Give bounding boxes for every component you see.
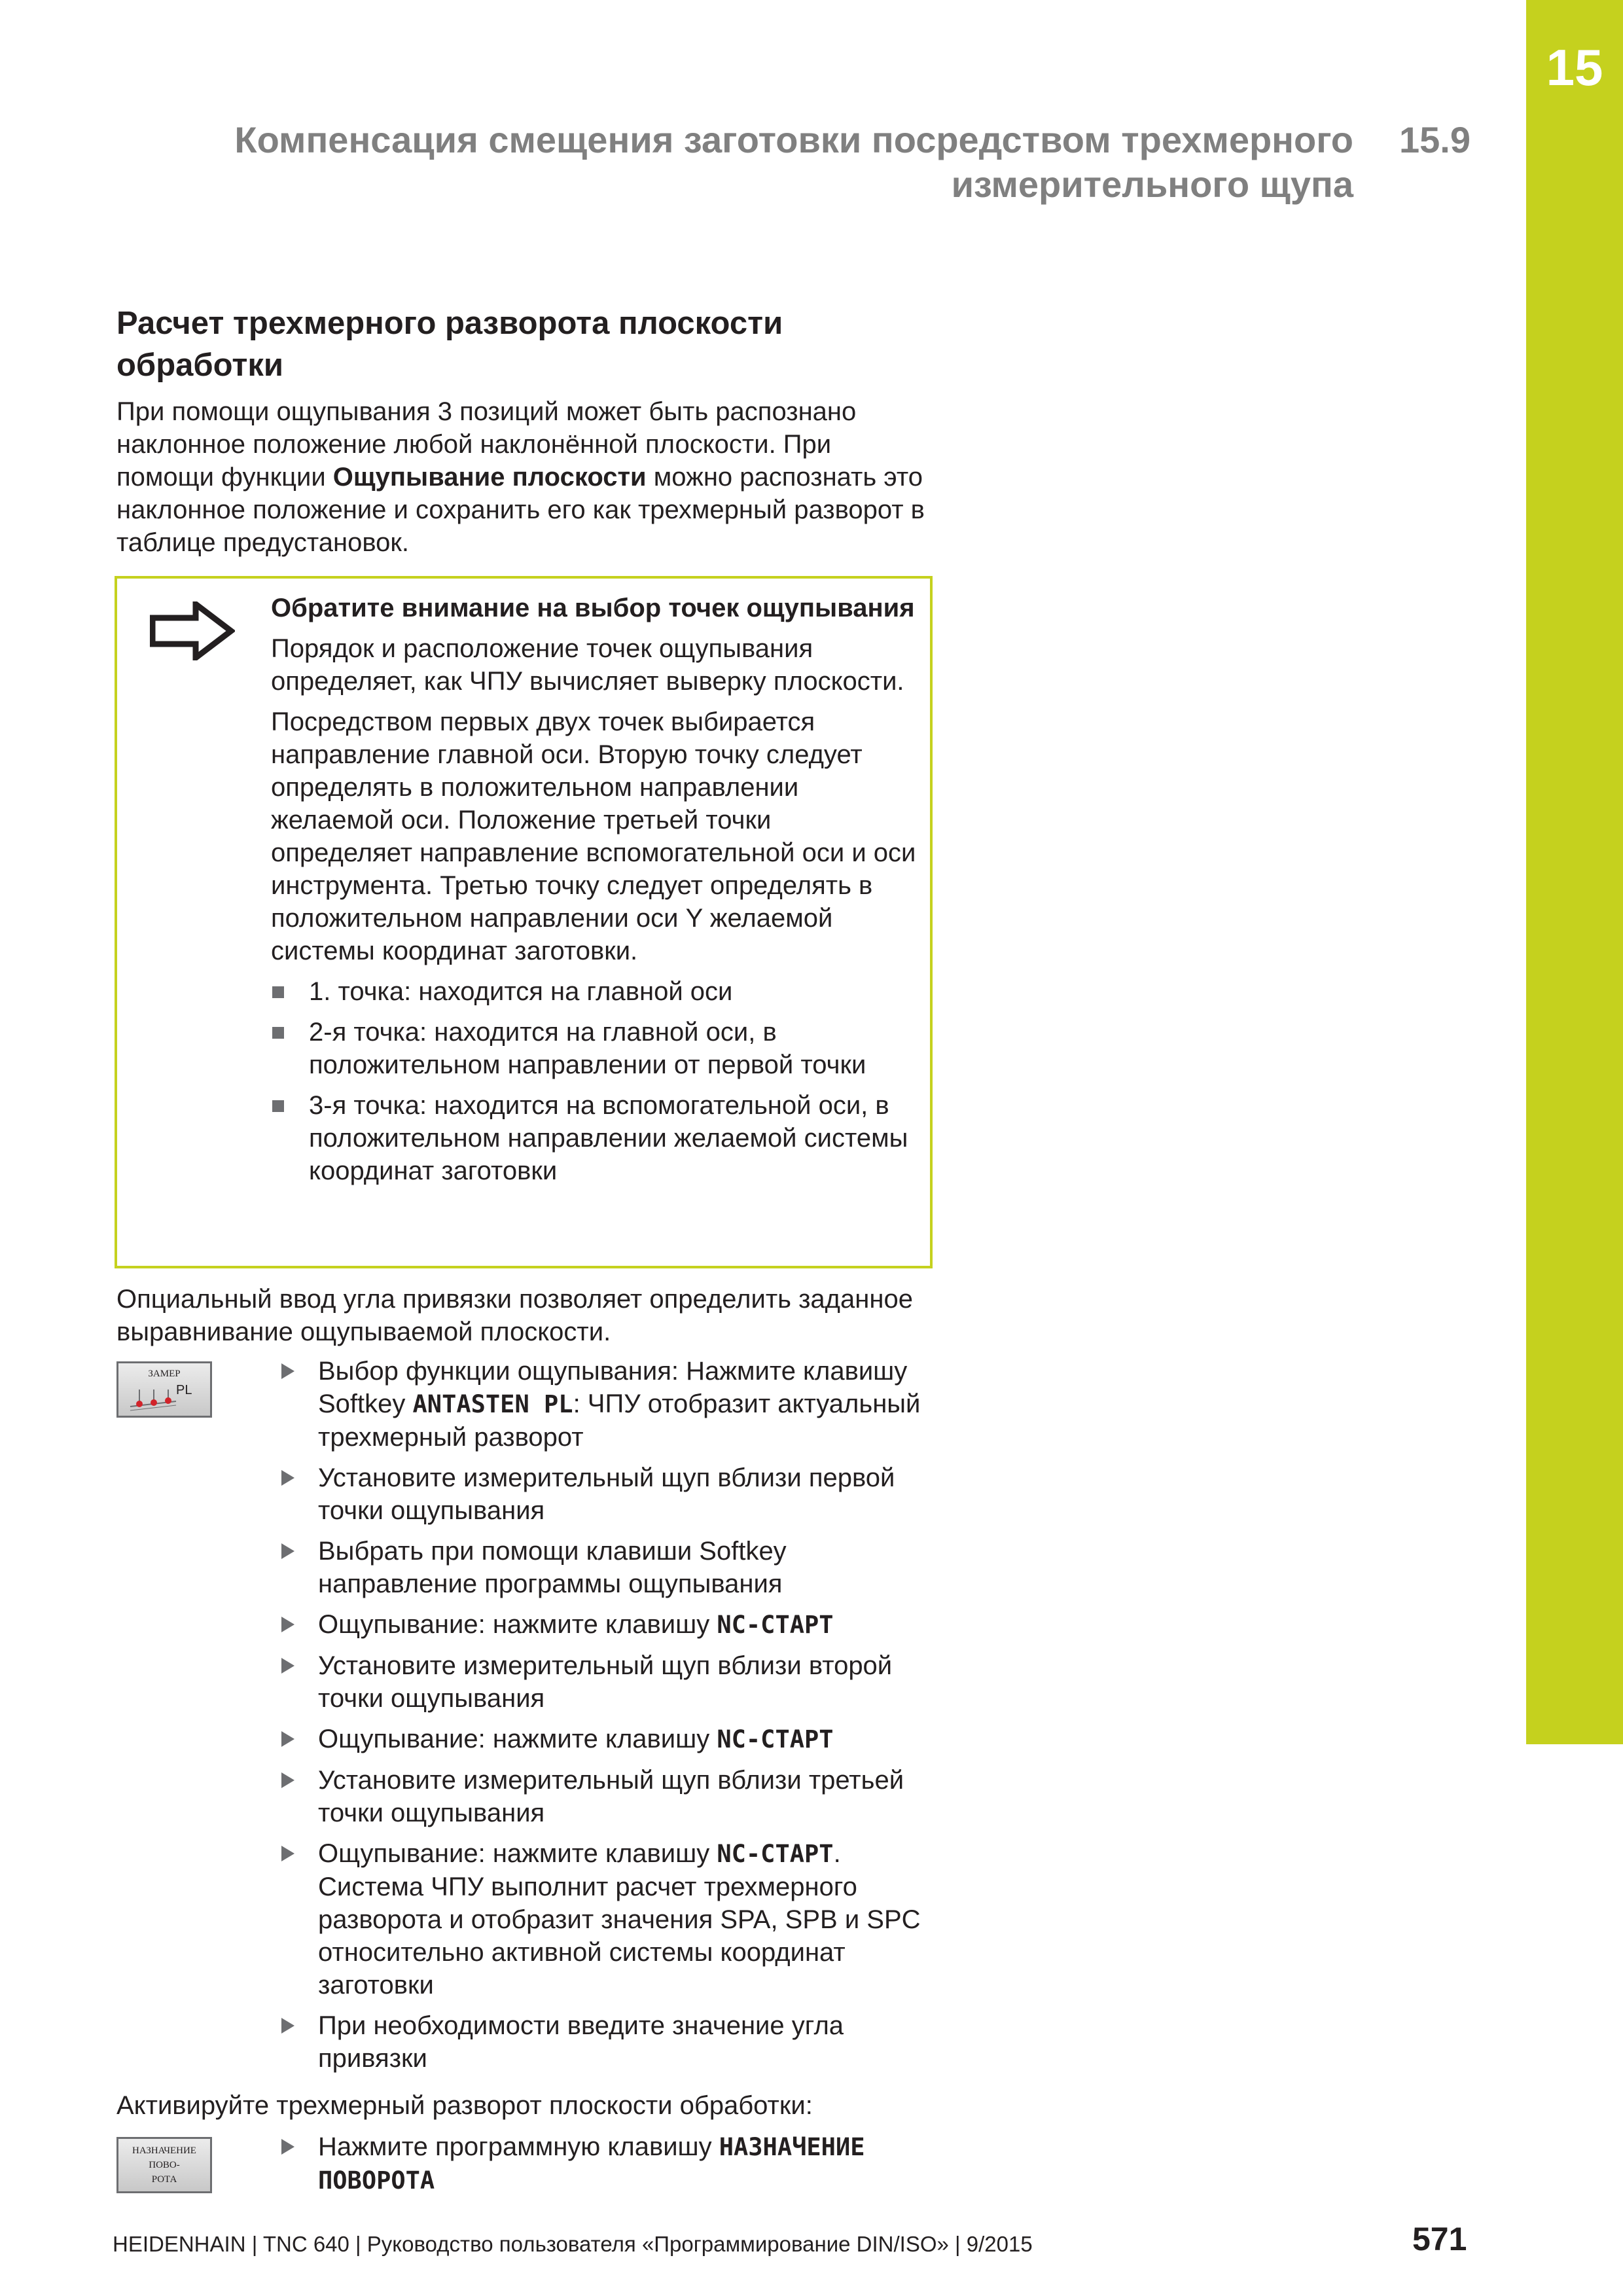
key-name: NC-СТАРТ [717,1840,834,1868]
step-text: Выбор функции ощупывания: Нажмите клавишу Softkey [318,1357,908,1418]
note-title: Обратите внимание на выбор точек ощупывания [271,594,915,622]
triangle-bullet-icon [281,1846,294,1861]
softkey-label-line1: НАЗНАЧЕНИЕ [132,2145,196,2156]
note-body [271,592,919,1195]
softkey-assign-rotation[interactable] [116,2137,212,2193]
intro-function-name: Ощупывание плоскости [332,463,647,492]
triangle-bullet-icon [281,2139,294,2155]
note-paragraph-1: Порядок и расположение точек ощупывания определяет, как ЧПУ вычисляет выверку плоскости. [271,634,904,696]
list-item-text: 1. точка: находится на главной оси [309,977,733,1006]
list-item [271,1089,919,1187]
optional-angle-paragraph: Опциальный ввод угла привязки позволяет определить заданное выравнивание ощупываемой плоскости. [116,1285,913,1346]
step-text-end: : ЧПУ отобразит актуальный трехмерный разворот [318,1390,921,1452]
arrow-right-outline-icon [150,601,235,660]
softkey-name: НАЗНАЧЕНИЕ ПОВОРОТА [318,2133,865,2195]
step-item [280,2130,935,2197]
note-box [115,576,933,1268]
activation-steps [280,2130,935,2205]
step-item [280,1462,935,1527]
step-text: При необходимости введите значение угла привязки [318,2011,844,2073]
triangle-bullet-icon [281,1617,294,1632]
running-header-title [234,118,1353,207]
chapter-tab [1526,0,1623,1744]
softkey-label-line3: РОТА [151,2174,177,2185]
list-item-text: 3-я точка: находится на вспомогательной оси, в положительном направлении желаемой системы координат заготовки [309,1091,908,1185]
step-text: Установите измерительный щуп вблизи первой точки ощупывания [318,1463,895,1525]
step-text-end: . Система ЧПУ выполнит расчет трехмерного разворота и отобразит значения SPA, SPB и SPC относительно активной системы координат заготовки [318,1839,921,2000]
list-item [271,1016,919,1081]
square-bullet-icon [272,986,284,998]
heading-line1: Расчет трехмерного разворота плоскости [116,306,783,341]
page-footer: HEIDENHAIN | TNC 640 | Руководство пользователя «Программирование DIN/ISO» | 9/2015 [113,2232,1033,2256]
softkey-label: ЗАМЕР [148,1369,181,1379]
softkey-side-label: PL [176,1383,192,1397]
step-item [280,1723,935,1756]
step-item [280,1608,935,1641]
list-item-text: 2-я точка: находится на главной оси, в положительном направлении от первой точки [309,1018,866,1079]
step-item [280,1649,935,1715]
running-header-line2: измерительного щупа [951,164,1353,205]
procedure-steps [280,1355,935,2083]
step-item [280,1535,935,1600]
triangle-bullet-icon [281,2018,294,2034]
intro-paragraph [116,395,935,559]
heading-line2: обработки [116,348,284,383]
triangle-bullet-icon [281,1543,294,1559]
square-bullet-icon [272,1100,284,1112]
triangle-bullet-icon [281,1470,294,1486]
probe-plane-icon [128,1387,179,1413]
key-name: NC-СТАРТ [717,1611,834,1639]
step-text: Ощупывание: нажмите клавишу [318,1839,717,1868]
triangle-bullet-icon [281,1363,294,1379]
note-paragraph-2: Посредством первых двух точек выбирается направление главной оси. Вторую точку следует определять в положительном направлении желаемой оси. Положение третьей точки определяет направление вспомогательной оси и оси инструмента. Третью точку следует определять в положительном направлении оси Y желаемой системы координат заготовки. [271,708,916,965]
step-item [280,2009,935,2075]
step-text: Установите измерительный щуп вблизи третьей точки ощупывания [318,1766,904,1827]
triangle-bullet-icon [281,1658,294,1674]
key-name: NC-СТАРТ [717,1725,834,1753]
softkey-probe-plane[interactable] [116,1361,212,1418]
note-bullet-list [271,975,919,1187]
chapter-number: 15 [1546,39,1603,96]
section-heading [116,302,935,386]
step-text: Нажмите программную клавишу [318,2132,719,2161]
softkey-label-line2: ПОВО- [149,2160,180,2170]
intro-text-end: можно распознать это наклонное положение и сохранить его как трехмерный разворот в таблице предустановок. [116,463,925,557]
step-item [280,1837,935,2001]
running-header-line1: Компенсация смещения заготовки посредством трехмерного [234,119,1353,160]
step-item [280,1764,935,1829]
softkey-name: ANTASTEN PL [412,1390,573,1418]
triangle-bullet-icon [281,1731,294,1747]
step-text: Выбрать при помощи клавиши Softkey направление программы ощупывания [318,1537,787,1598]
step-text: Ощупывание: нажмите клавишу [318,1610,717,1639]
list-item [271,975,919,1008]
intro-text: При помощи ощупывания 3 позиций может быть распознано наклонное положение любой наклонённой плоскости. При помощи функции [116,397,857,492]
triangle-bullet-icon [281,1772,294,1788]
step-item [280,1355,935,1454]
square-bullet-icon [272,1027,284,1039]
section-number: 15.9 [1399,119,1471,160]
activate-paragraph: Активируйте трехмерный разворот плоскости обработки: [116,2091,813,2120]
page-number: 571 [1412,2221,1467,2257]
step-text: Ощупывание: нажмите клавишу [318,1725,717,1753]
step-text: Установите измерительный щуп вблизи второй точки ощупывания [318,1651,893,1713]
